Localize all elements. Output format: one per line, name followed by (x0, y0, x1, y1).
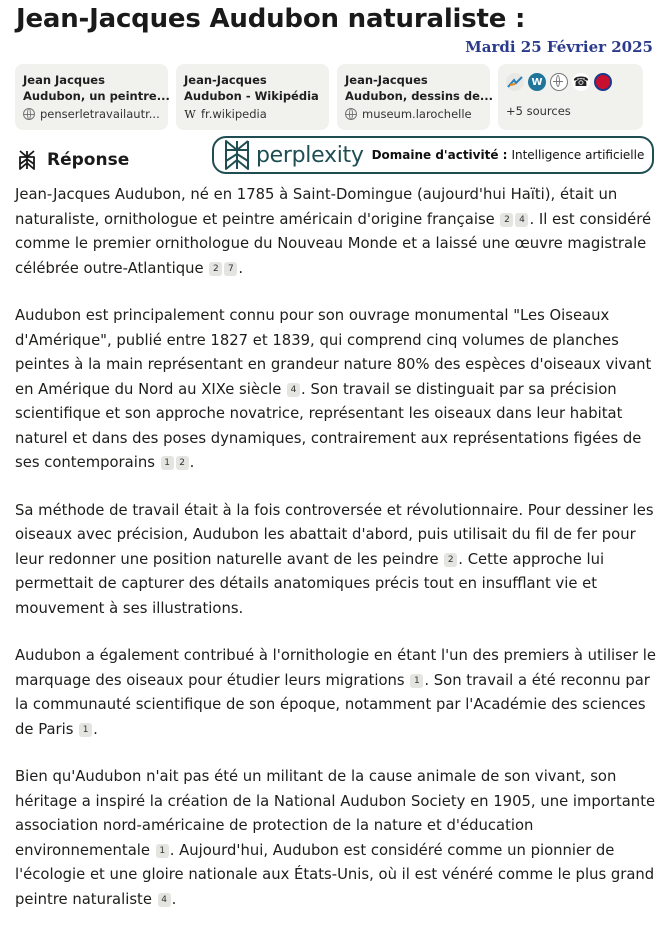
answer-paragraph (15, 644, 657, 742)
citation-badge[interactable]: 1 (156, 844, 169, 858)
bird-icon (506, 73, 524, 91)
citation-badge[interactable]: 2 (209, 262, 222, 276)
citation-badge[interactable]: 7 (224, 262, 237, 276)
answer-text: Sa méthode de travail était à la fois controversée et révolutionnaire. Pour dessiner les oiseaux avec précision, Audubon les abattait d'abord, puis utilisait du fil de fer pour leur redonner une position naturelle avant de les peindre (15, 501, 654, 568)
answer-paragraph (15, 183, 657, 281)
citation-badge[interactable]: 4 (515, 213, 528, 227)
citation-badge[interactable]: 2 (444, 553, 457, 567)
more-sources-label: +5 sources (506, 104, 571, 118)
phone-icon: ☎ (572, 74, 590, 90)
source-card-2[interactable] (176, 64, 329, 130)
source-title-line2: Audubon, dessins de... (345, 89, 494, 103)
globe-icon (345, 108, 357, 120)
globe-icon (23, 108, 35, 120)
brand (222, 139, 372, 171)
citation-badge[interactable]: 4 (158, 893, 171, 907)
source-title-line2: Audubon, un peintre... (23, 89, 170, 103)
wordpress-icon: W (528, 73, 546, 91)
source-title-line1: Jean-Jacques (184, 73, 267, 87)
source-title-line1: Jean-Jacques (345, 73, 428, 87)
brand-name: perplexity (256, 142, 364, 168)
answer-text: Audubon est principalement connu pour son ouvrage monumental "Les Oiseaux d'Amérique", publié entre 1827 et 1839, qui comprend cinq volumes de planches peintes à la main représentant en grandeur nature 80% des espèces d'oiseaux vivant en Amérique du Nord au XIXe siècle (15, 307, 652, 398)
answer-text: Audubon a également contribué à l'ornithologie en étant l'un des premiers à utiliser le marquage des oiseaux pour étudier leurs migrations (15, 647, 656, 689)
citation-badge[interactable]: 1 (410, 674, 423, 688)
perplexity-logo-icon (17, 149, 37, 171)
answer-text: . (171, 890, 177, 908)
source-site (184, 107, 321, 121)
wikipedia-icon: W (184, 107, 196, 121)
source-site-label: fr.wikipedia (201, 107, 267, 121)
date-label: Mardi 25 Février 2025 (465, 38, 653, 56)
domain-key: Domaine d'activité : (371, 148, 508, 162)
source-site (345, 107, 482, 121)
perplexity-logo-icon (222, 139, 252, 171)
answer-paragraph (15, 499, 657, 622)
answer-paragraph (15, 765, 657, 912)
answer-text: . (93, 720, 98, 738)
answer-text: Jean-Jacques Audubon, né en 1785 à Saint-Domingue (aujourd'hui Haïti), était un naturaliste, ornithologue et peintre américain d'origine française (15, 186, 618, 228)
domain-value: Intelligence artificielle (511, 148, 645, 162)
answer-text: . (238, 259, 244, 277)
answer-label: Réponse (47, 150, 130, 170)
source-title-line1: Jean Jacques (23, 73, 105, 87)
answer-header (17, 149, 129, 171)
citation-badge[interactable]: 4 (287, 383, 300, 397)
citation-badge[interactable]: 2 (176, 456, 189, 470)
answer-text: . Il est considéré comme le premier ornithologue du Nouveau Monde et a laissé une œuvre magistrale célébrée outre-Atlantique (15, 210, 652, 277)
source-site (23, 107, 160, 121)
answer-text: . Son travail se distinguait par sa précision scientifique et son approche novatrice, représentant les oiseaux dans leur habitat naturel et dans des poses dynamiques, contrairement aux représentations figées de ses contemporains (15, 380, 642, 471)
answer-paragraph (15, 304, 657, 476)
flag-icon (594, 73, 612, 91)
source-site-label: penserletravailautr... (40, 107, 160, 121)
answer-text: Bien qu'Audubon n'ait pas été un militant de la cause animale de son vivant, son héritage a inspiré la création de la National Audubon Society en 1905, une importante association nord-américaine de protection de la nature et d'éducation environnementale (15, 768, 656, 859)
page-title: Jean-Jacques Audubon naturaliste : (16, 4, 526, 34)
answer-body (15, 183, 657, 935)
citation-badge[interactable]: 1 (161, 456, 174, 470)
source-site-label: museum.larochelle (362, 107, 472, 121)
sources-row (15, 64, 643, 130)
source-title-line2: Audubon - Wikipédia (184, 89, 319, 103)
source-card-3[interactable] (337, 64, 494, 130)
source-card-1[interactable] (15, 64, 168, 130)
citation-badge[interactable]: 2 (500, 213, 513, 227)
answer-text: . Son travail a été reconnu par la communauté scientifique de son époque, notamment par l'Académie des sciences de Paris (15, 671, 650, 738)
answer-text: . (189, 454, 195, 471)
globe-icon (550, 73, 568, 91)
perplexity-banner (212, 136, 654, 174)
answer-text: . Aujourd'hui, Audubon est considéré comme un pionnier de l'écologie et une gloire nationale aux États-Unis, où il est vénéré comme le plus grand peintre naturaliste (15, 841, 655, 908)
citation-badge[interactable]: 1 (79, 723, 92, 737)
more-sources-icons (506, 70, 635, 94)
answer-text: . Cette approche lui permettait de capturer des détails anatomiques précis tout en insufflant vie et mouvement à ses illustrations. (15, 550, 605, 617)
more-sources-card[interactable] (498, 64, 643, 130)
